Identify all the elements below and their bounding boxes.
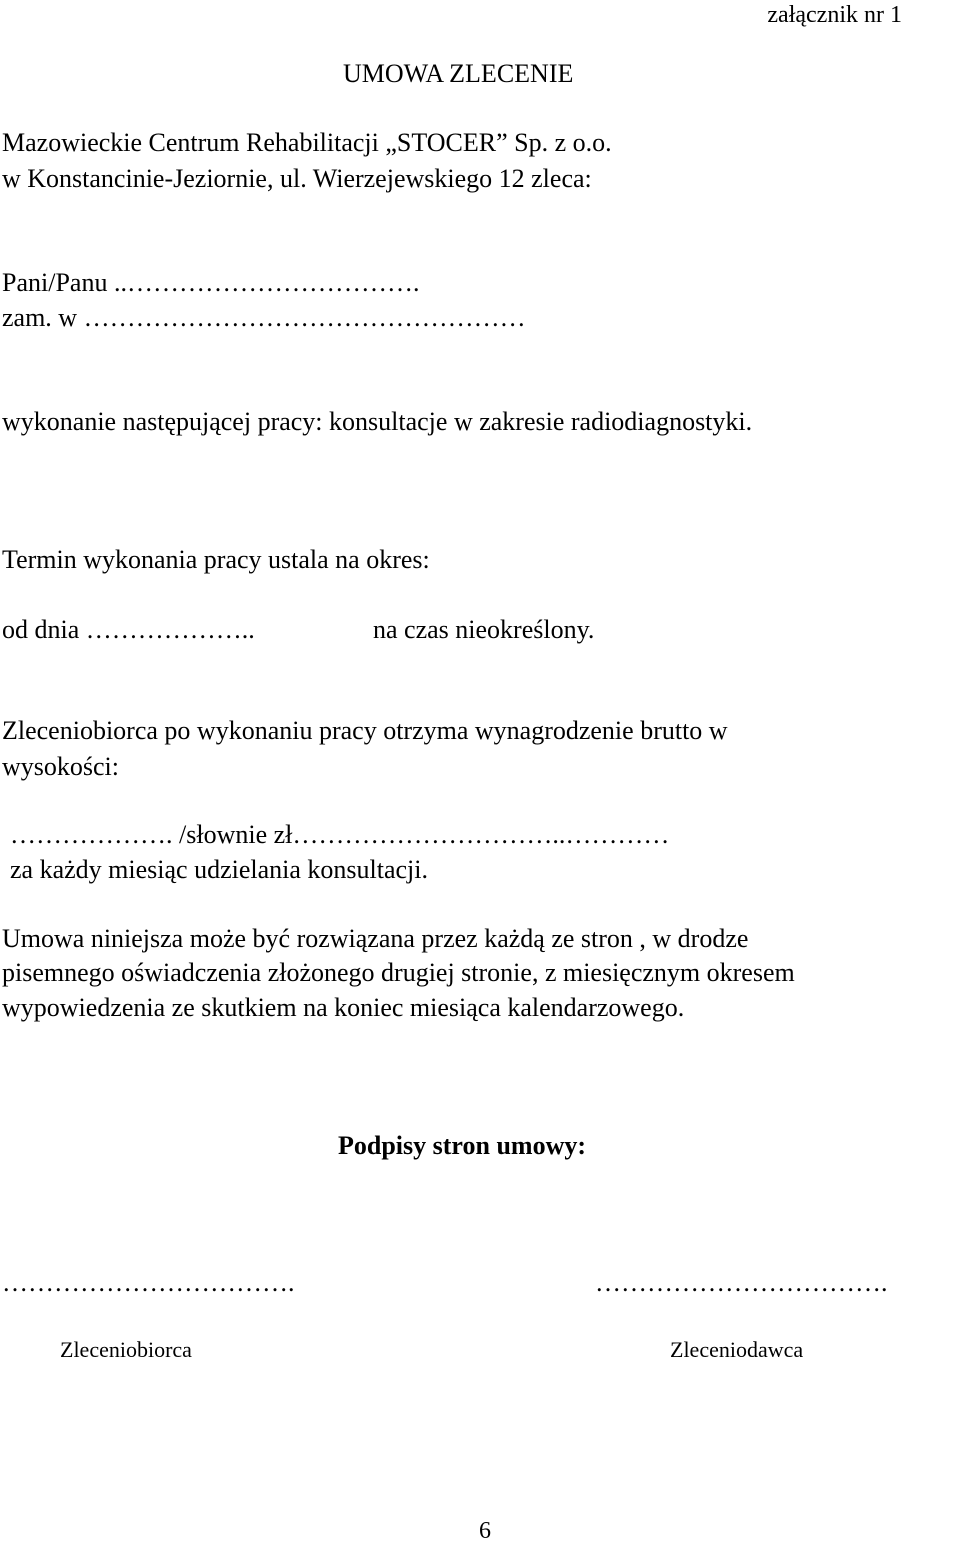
issuer-line-2: w Konstancinie-Jeziornie, ul. Wierzejewskiego 12 zleca: — [2, 164, 592, 193]
page-number: 6 — [479, 1518, 491, 1544]
payment-period-line: za każdy miesiąc udzielania konsultacji. — [10, 855, 428, 884]
termination-line-2: pisemnego oświadczenia złożonego drugiej stronie, z miesięcznym okresem — [2, 958, 795, 987]
payment-amount-line: ………………. /słownie zł…………………………..………… — [10, 820, 670, 849]
payment-line-1: Zleceniobiorca po wykonaniu pracy otrzyma wynagrodzenie brutto w — [2, 716, 728, 745]
document-title: UMOWA ZLECENIE — [343, 59, 574, 88]
annex-label: załącznik nr 1 — [767, 2, 902, 28]
issuer-line-1: Mazowieckie Centrum Rehabilitacji „STOCER” Sp. z o.o. — [2, 128, 612, 157]
contractor-address-line: zam. w …………………………………………… — [2, 303, 526, 332]
contractor-name-line: Pani/Panu ..……………………………. — [2, 268, 420, 297]
term-label: Termin wykonania pracy ustala na okres: — [2, 545, 430, 574]
contractor-label: Zleceniobiorca — [60, 1337, 192, 1362]
signatures-heading: Podpisy stron umowy: — [338, 1131, 587, 1160]
client-label: Zleceniodawca — [670, 1337, 804, 1362]
signature-line-contractor: ……………………………. — [2, 1268, 295, 1297]
term-duration: na czas nieokreślony. — [373, 615, 595, 644]
termination-line-3: wypowiedzenia ze skutkiem na koniec miesiąca kalendarzowego. — [2, 993, 685, 1022]
payment-line-2: wysokości: — [2, 752, 119, 781]
termination-line-1: Umowa niniejsza może być rozwiązana przez każdą ze stron , w drodze — [2, 924, 749, 953]
signature-line-client: ……………………………. — [595, 1268, 888, 1297]
work-description: wykonanie następującej pracy: konsultacje w zakresie radiodiagnostyki. — [2, 407, 753, 436]
term-from-line: od dnia ……………….. — [2, 615, 255, 644]
